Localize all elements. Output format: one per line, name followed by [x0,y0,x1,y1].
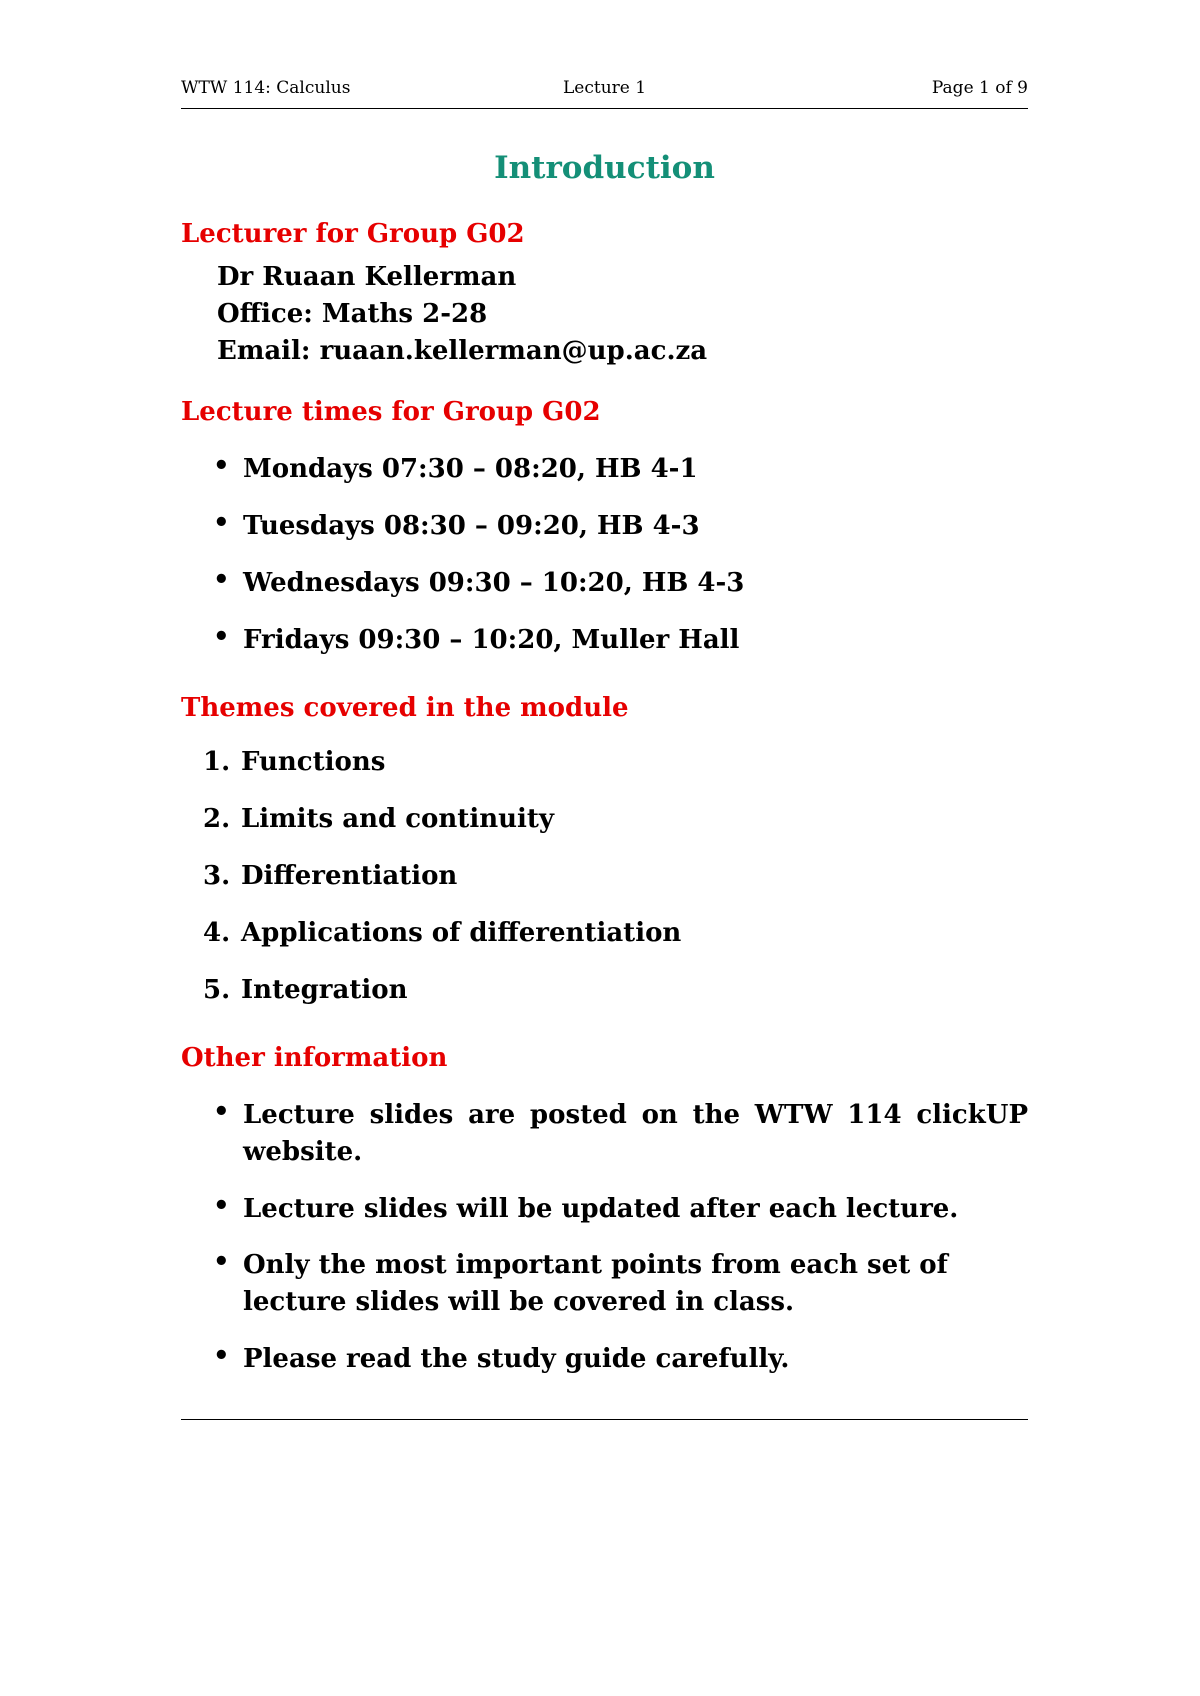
bullet-icon: • [213,451,230,481]
bullet-icon: • [213,1341,230,1371]
bullet-icon: • [213,565,230,595]
list-item [213,1191,1028,1228]
list-item-number: 4. [203,918,231,948]
list-item [213,508,1028,545]
list-item-text: Differentiation [241,861,458,891]
list-item-text: Wednesdays 09:30 – 10:20, HB 4-3 [243,568,745,598]
lecturer-name: Dr Ruaan Kellerman [217,262,517,292]
list-item [203,918,681,948]
lecturer-heading: Lecturer for Group G02 [181,219,525,249]
lecturer-email: Email: ruaan.kellerman@up.ac.za [217,336,708,366]
list-item [213,622,1028,659]
page-header [181,74,1028,109]
list-item [203,804,554,834]
list-item-text: Applications of differentiation [241,918,682,948]
page-title: Introduction [494,150,715,186]
header-page-number: Page 1 of 9 [931,78,1028,98]
list-item [213,451,1028,488]
list-item-text: Please read the study guide carefully. [243,1344,790,1374]
list-item-text: Fridays 09:30 – 10:20, Muller Hall [243,625,740,655]
list-item [203,747,385,777]
bullet-icon: • [213,622,230,652]
list-item-text: Mondays 07:30 – 08:20, HB 4-1 [243,454,698,484]
bullet-icon: • [213,1191,230,1221]
footer-divider [181,1419,1028,1420]
bullet-icon: • [213,1097,230,1127]
bullet-icon: • [213,508,230,538]
other-info-heading: Other information [181,1043,448,1073]
list-item-number: 5. [203,975,231,1005]
lecturer-office: Office: Maths 2-28 [217,299,488,329]
list-item-text: Integration [241,975,408,1005]
header-lecture: Lecture 1 [563,78,647,98]
list-item [203,861,457,891]
list-item-text: Functions [241,747,386,777]
list-item [213,1097,1028,1171]
list-item-text: Only the most important points from each set of lecture slides will be covered in class. [243,1250,948,1317]
list-item-number: 2. [203,804,231,834]
list-item-number: 3. [203,861,231,891]
list-item [213,1341,1028,1378]
list-item-text: Tuesdays 08:30 – 09:20, HB 4-3 [243,511,700,541]
lecture-times-heading: Lecture times for Group G02 [181,397,601,427]
bullet-icon: • [213,1247,230,1277]
list-item [213,565,1028,602]
themes-heading: Themes covered in the module [181,693,629,723]
list-item-text: Lecture slides are posted on the WTW 114 clickUP website. [243,1100,1028,1167]
list-item [213,1247,1028,1321]
list-item [203,975,407,1005]
list-item-text: Limits and continuity [241,804,554,834]
header-course: WTW 114: Calculus [181,78,351,98]
list-item-text: Lecture slides will be updated after each lecture. [243,1194,959,1224]
list-item-number: 1. [203,747,231,777]
document-page [181,0,1028,1696]
